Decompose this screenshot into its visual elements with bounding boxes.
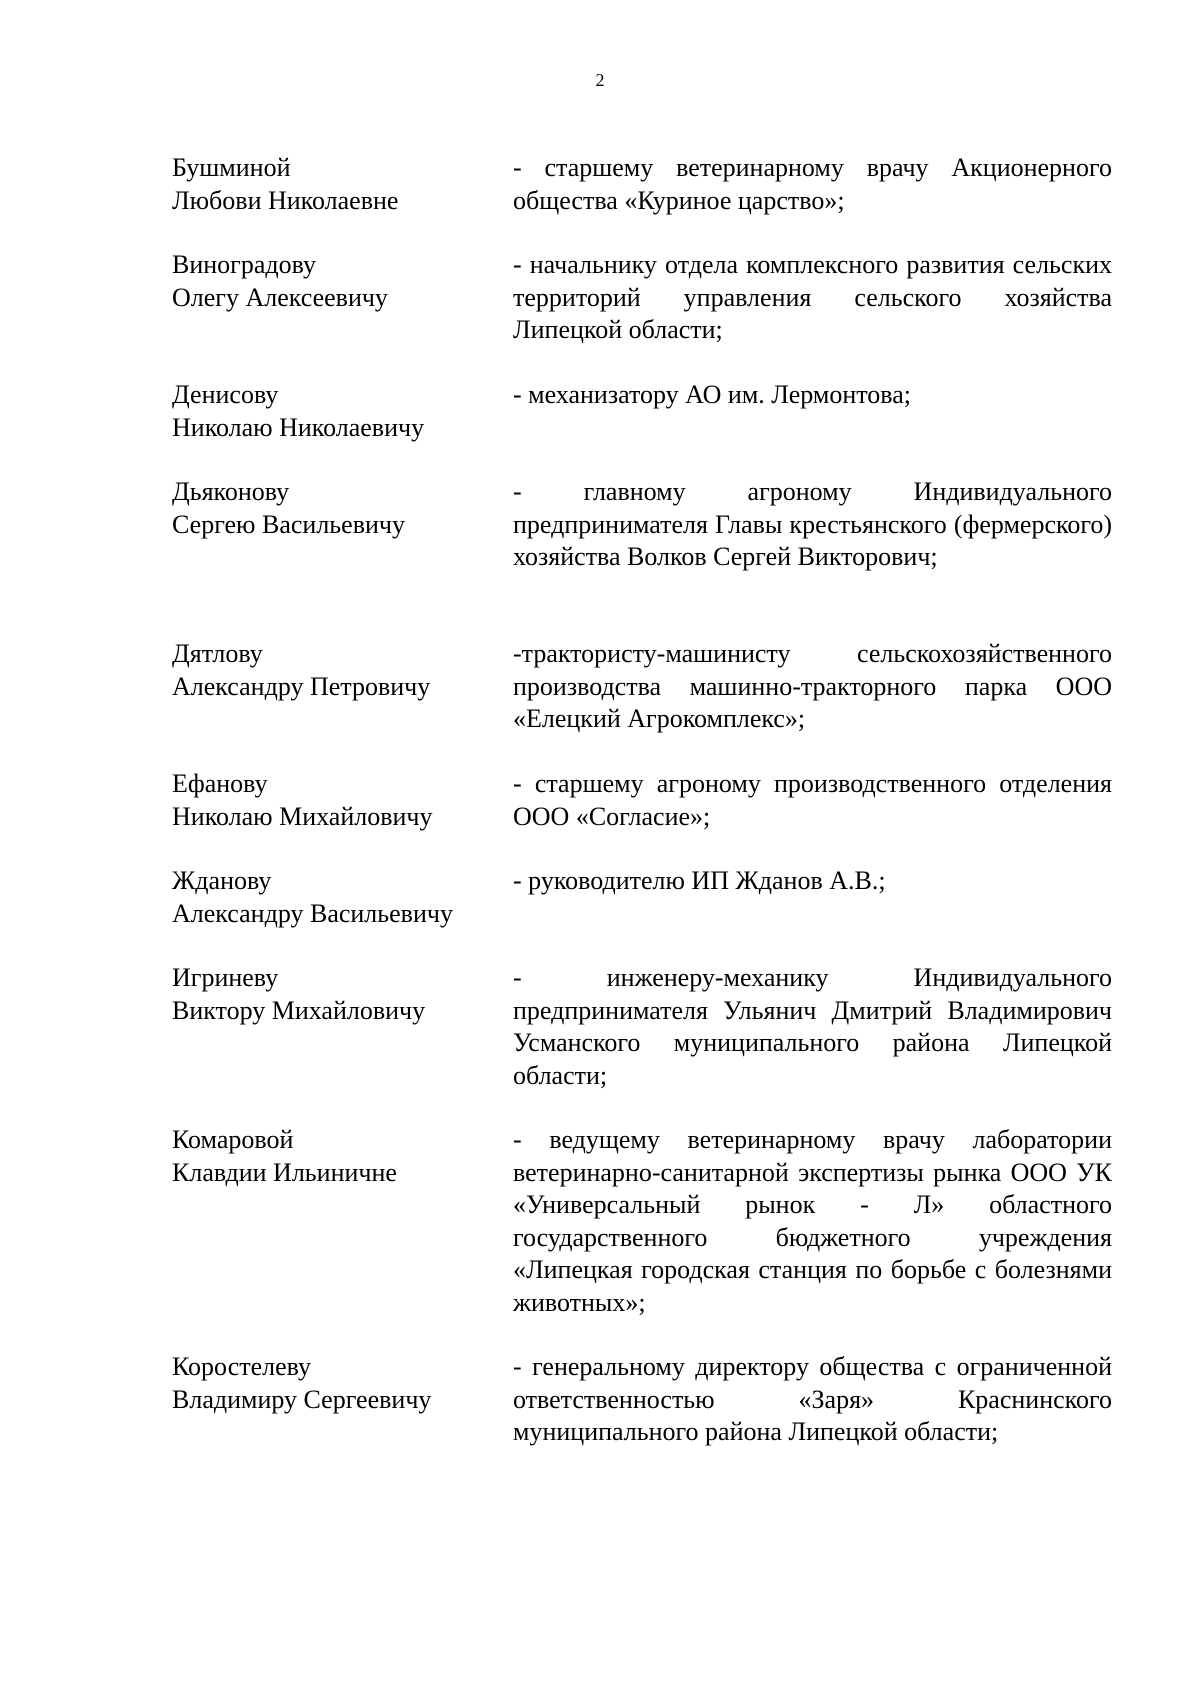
person-given-names: Николаю Михайловичу [172, 801, 433, 831]
person-name [172, 1124, 502, 1189]
person-position: - начальнику отдела комплексного развития сельских территорий управления сельского хозяйства Липецкой области; [513, 250, 1112, 344]
person-given-names: Сергею Васильевичу [172, 509, 405, 539]
person-position: - главному агроному Индивидуального предпринимателя Главы крестьянского (фермерского) хозяйства Волков Сергей Викторович; [513, 477, 1112, 571]
person-surname: Коростелеву [172, 1352, 312, 1381]
person-given-names: Владимиру Сергеевичу [172, 1384, 432, 1414]
person-given-names: Александру Петровичу [172, 671, 431, 701]
person-surname: Жданову [172, 866, 272, 895]
person-name [172, 379, 502, 444]
person-position: - старшему ветеринарному врачу Акционерного общества «Куриное царство»; [513, 153, 1112, 215]
person-position: - инженеру-механику Индивидуального предпринимателя Ульянич Дмитрий Владимирович Усманского муниципального района Липецкой области; [513, 963, 1112, 1090]
person-surname: Дьяконову [172, 477, 290, 506]
person-position: - старшему агроному производственного отделения ООО «Согласие»; [513, 769, 1112, 831]
person-surname: Ефанову [172, 769, 268, 798]
page-number: 2 [595, 70, 605, 90]
person-given-names: Николаю Николаевичу [172, 412, 425, 442]
person-given-names: Александру Васильевичу [172, 898, 453, 928]
person-name [172, 768, 502, 833]
person-name [172, 638, 502, 703]
person-surname: Денисову [172, 380, 279, 409]
person-position: -трактористу-машинисту сельскохозяйственного производства машинно-тракторного парка ООО «Елецкий Агрокомплекс»; [513, 639, 1112, 733]
person-surname: Комаровой [172, 1125, 294, 1154]
person-given-names: Любови Николаевне [172, 185, 399, 215]
person-position: - генеральному директору общества с ограниченной ответственностью «Заря» Краснинского муниципального района Липецкой области; [513, 1352, 1112, 1446]
person-name [172, 1351, 502, 1416]
person-surname: Бушминой [172, 153, 291, 182]
person-name [172, 152, 502, 217]
person-surname: Игриневу [172, 963, 279, 992]
person-position: - ведущему ветеринарному врачу лаборатории ветеринарно-санитарной экспертизы рынка ООО УК «Универсальный рынок - Л» областного государственного бюджетного учреждения «Липецкая городская станция по борьбе с болезнями животных»; [513, 1125, 1112, 1317]
person-surname: Виноградову [172, 250, 316, 279]
person-given-names: Клавдии Ильиничне [172, 1157, 397, 1187]
person-given-names: Виктору Михайловичу [172, 995, 426, 1025]
person-position: - механизатору АО им. Лермонтова; [513, 380, 911, 409]
person-name [172, 865, 502, 930]
person-surname: Дятлову [172, 639, 263, 668]
person-name [172, 476, 502, 541]
person-name [172, 962, 502, 1027]
person-position: - руководителю ИП Жданов А.В.; [513, 866, 886, 895]
person-given-names: Олегу Алексеевичу [172, 282, 388, 312]
person-name [172, 249, 502, 314]
